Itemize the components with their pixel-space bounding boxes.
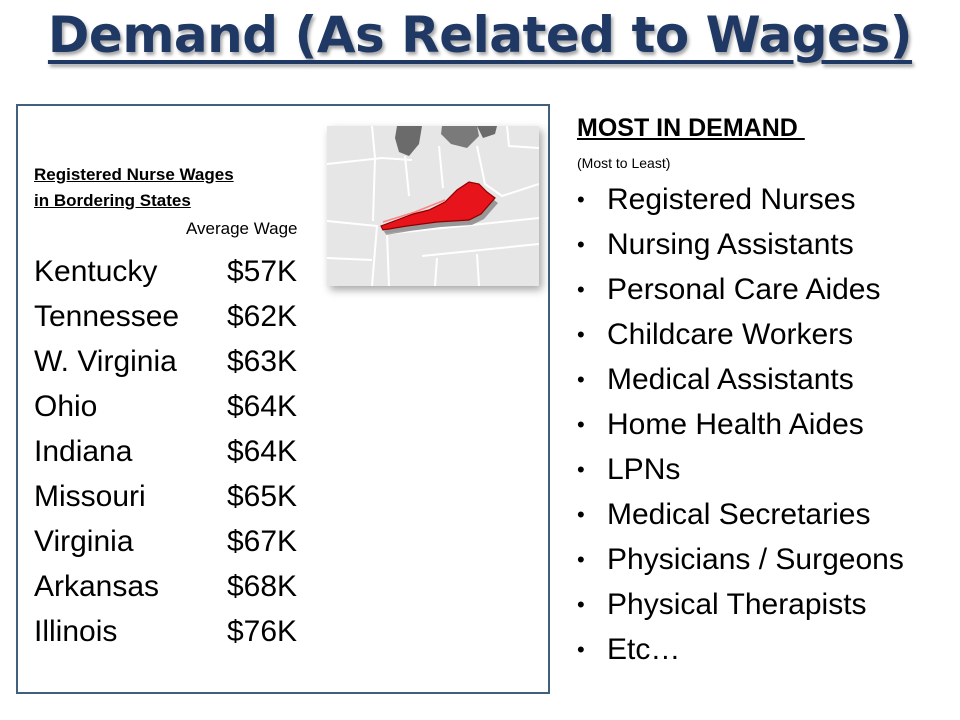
list-item <box>577 402 904 447</box>
list-item-label: Home Health Aides <box>607 407 864 441</box>
bullet-icon: • <box>577 636 585 662</box>
state-name: Ohio <box>34 389 98 423</box>
state-name: Illinois <box>34 614 118 648</box>
list-item <box>577 627 904 672</box>
demand-subheading: (Most to Least) <box>577 155 671 171</box>
list-item-label: Physical Therapists <box>607 587 867 621</box>
map-graphic <box>327 126 539 286</box>
state-wage: $68K <box>227 569 298 603</box>
wage-row <box>34 384 297 429</box>
state-name: Tennessee <box>34 299 180 333</box>
bullet-icon: • <box>577 186 585 212</box>
wage-row <box>34 474 297 519</box>
list-item-label: Personal Care Aides <box>607 272 881 306</box>
list-item-label: Registered Nurses <box>607 182 856 216</box>
list-item <box>577 312 904 357</box>
wage-list <box>34 249 297 654</box>
wage-row <box>34 294 297 339</box>
bullet-icon: • <box>577 456 585 482</box>
state-wage: $64K <box>227 434 298 468</box>
list-item <box>577 222 904 267</box>
list-item <box>577 492 904 537</box>
state-name: Arkansas <box>34 569 160 603</box>
list-item <box>577 447 904 492</box>
list-item-label: Medical Secretaries <box>607 497 871 531</box>
bullet-icon: • <box>577 591 585 617</box>
list-item-label: Nursing Assistants <box>607 227 854 261</box>
wage-heading <box>34 162 234 214</box>
bullet-icon: • <box>577 321 585 347</box>
state-wage: $67K <box>227 524 298 558</box>
list-item-label: Childcare Workers <box>607 317 854 351</box>
wage-row <box>34 339 297 384</box>
demand-heading: MOST IN DEMAND <box>577 114 805 142</box>
bullet-icon: • <box>577 366 585 392</box>
state-wage: $76K <box>227 614 298 648</box>
state-wage: $63K <box>227 344 298 378</box>
bullet-icon: • <box>577 546 585 572</box>
wage-row <box>34 249 297 294</box>
wage-row <box>34 519 297 564</box>
list-item <box>577 267 904 312</box>
list-item-label: Medical Assistants <box>607 362 854 396</box>
state-name: Indiana <box>34 434 133 468</box>
state-name: Kentucky <box>34 254 158 288</box>
bullet-icon: • <box>577 411 585 437</box>
state-wage: $57K <box>227 254 298 288</box>
wage-heading-line1: Registered Nurse Wages <box>34 165 234 184</box>
state-wage: $64K <box>227 389 298 423</box>
bullet-icon: • <box>577 276 585 302</box>
state-wage: $65K <box>227 479 298 513</box>
bullet-icon: • <box>577 501 585 527</box>
list-item-label: Physicians / Surgeons <box>607 542 904 576</box>
list-item <box>577 582 904 627</box>
wage-row <box>34 564 297 609</box>
list-item-label: Etc… <box>607 632 681 666</box>
wage-heading-line2: in Bordering States <box>34 191 191 210</box>
demand-list <box>577 177 904 672</box>
list-item-label: LPNs <box>607 452 681 486</box>
state-wage: $62K <box>227 299 298 333</box>
state-name: Missouri <box>34 479 146 513</box>
wage-row <box>34 429 297 474</box>
kentucky-map-icon <box>327 126 539 286</box>
list-item <box>577 357 904 402</box>
wage-row <box>34 609 297 654</box>
state-name: Virginia <box>34 524 134 558</box>
bullet-icon: • <box>577 231 585 257</box>
list-item <box>577 177 904 222</box>
page-title: Demand (As Related to Wages) <box>47 6 913 64</box>
average-wage-label: Average Wage <box>186 219 298 238</box>
state-name: W. Virginia <box>34 344 177 378</box>
list-item <box>577 537 904 582</box>
